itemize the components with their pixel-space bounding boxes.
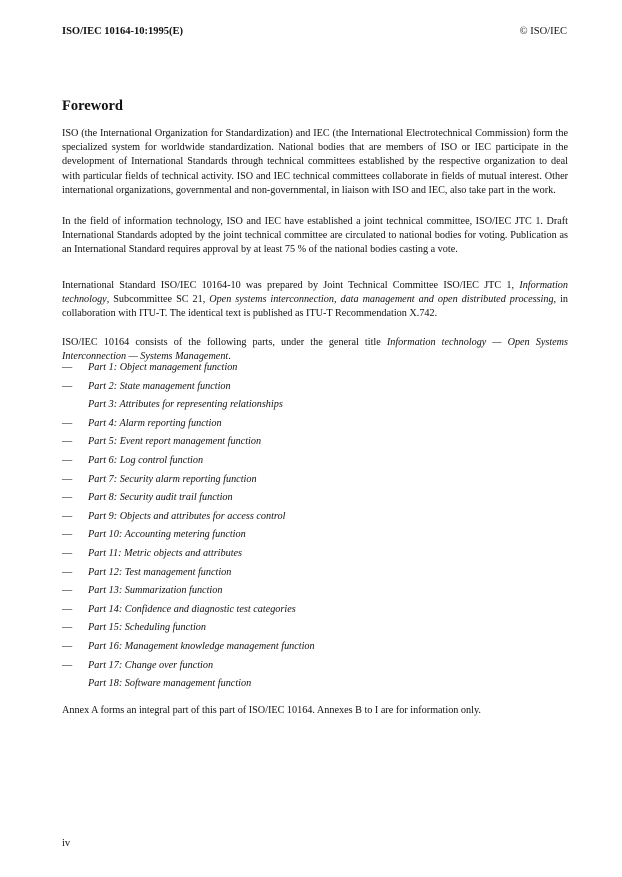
italic-text: Information technology [62, 280, 568, 306]
list-dash: — [62, 454, 73, 466]
part-title: Part 11: Metric objects and attributes [88, 547, 243, 559]
part-title: Part 7: Security alarm reporting function [88, 473, 257, 485]
part-title: Part 6: Log control function [88, 454, 204, 466]
part-title: Part 10: Accounting metering function [88, 529, 246, 541]
part-title: Part 15: Scheduling function [88, 622, 206, 634]
part-title: Part 8: Security audit trail function [88, 492, 233, 504]
italic-text: Information technology — Open Systems Interconnection — Systems Management [62, 337, 569, 363]
part-title: Part 9: Objects and attributes for access control [88, 510, 286, 522]
list-dash: — [62, 659, 73, 671]
part-title: Part 12: Test management function [88, 566, 232, 578]
list-dash: — [62, 473, 73, 485]
list-dash: — [62, 529, 73, 541]
part-title: Part 1: Object management function [88, 362, 238, 373]
list-dash: — [62, 622, 73, 634]
header-document-id: ISO/IEC 10164-10:1995(E) [62, 26, 184, 37]
list-dash: — [62, 640, 73, 652]
text: . [228, 351, 231, 363]
list-dash: — [62, 566, 73, 578]
text: , Subcommittee SC 21, [106, 294, 210, 306]
list-dash: — [62, 417, 73, 429]
part-title: Part 5: Event report management function [88, 436, 262, 448]
paragraph [62, 127, 568, 198]
list-dash: — [62, 492, 73, 504]
part-title: Part 2: State management function [88, 380, 231, 392]
part-title: Part 3: Attributes for representing relationships [88, 399, 283, 411]
paragraph [62, 215, 568, 258]
paragraph [62, 279, 568, 322]
page-title: Foreword [62, 98, 123, 114]
text: ISO (the International Organization for Standardization) and IEC (the International Electrotechnical Commission) form the specialized system for worldwide standardization. National bodies that are members of ISO or IEC participate in the development of International Standards through technical committees established by the respective organization to deal with particular fields of technical activity. ISO and IEC technical committees collaborate in fields of mutual interest. Other international organizations, governmental and non-governmental, in liaison with ISO and IEC, also take part in the work. [62, 128, 568, 196]
text: In the field of information technology, ISO and IEC have established a joint technical committee, ISO/IEC JTC 1. Draft International Standards adopted by the joint technical committee are circulated to national bodies for voting. Publication as an International Standard requires approval by at least 75 % of the national bodies casting a vote. [62, 216, 568, 256]
part-title: Part 13: Summarization function [88, 585, 223, 597]
text: International Standard ISO/IEC 10164-10 was prepared by Joint Technical Committee ISO/IEC JTC 1, [62, 280, 520, 291]
part-title: Part 17: Change over function [88, 659, 214, 671]
text: , in collaboration with ITU-T. The identical text is published as ITU-T Recommendation X.742. [62, 294, 568, 320]
text: ISO/IEC 10164 consists of the following parts, under the general title [62, 337, 387, 348]
part-title: Part 14: Confidence and diagnostic test categories [88, 603, 296, 615]
list-dash: — [62, 380, 73, 392]
part-title: Part 18: Software management function [88, 678, 252, 690]
list-dash: — [62, 603, 73, 615]
part-title: Part 16: Management knowledge management function [88, 640, 315, 652]
list-dash: — [62, 585, 73, 597]
list-dash: — [62, 547, 73, 559]
part-title: Part 4: Alarm reporting function [88, 417, 222, 429]
italic-text: Open systems interconnection, data management and open distributed processing [209, 294, 554, 306]
page-number: iv [62, 838, 71, 849]
list-dash: — [62, 362, 73, 373]
annex-note: Annex A forms an integral part of this part of ISO/IEC 10164. Annexes B to I are for information only. [62, 705, 481, 716]
list-dash: — [62, 510, 73, 522]
list-dash: — [62, 436, 73, 448]
header-copyright: © ISO/IEC [519, 26, 567, 37]
